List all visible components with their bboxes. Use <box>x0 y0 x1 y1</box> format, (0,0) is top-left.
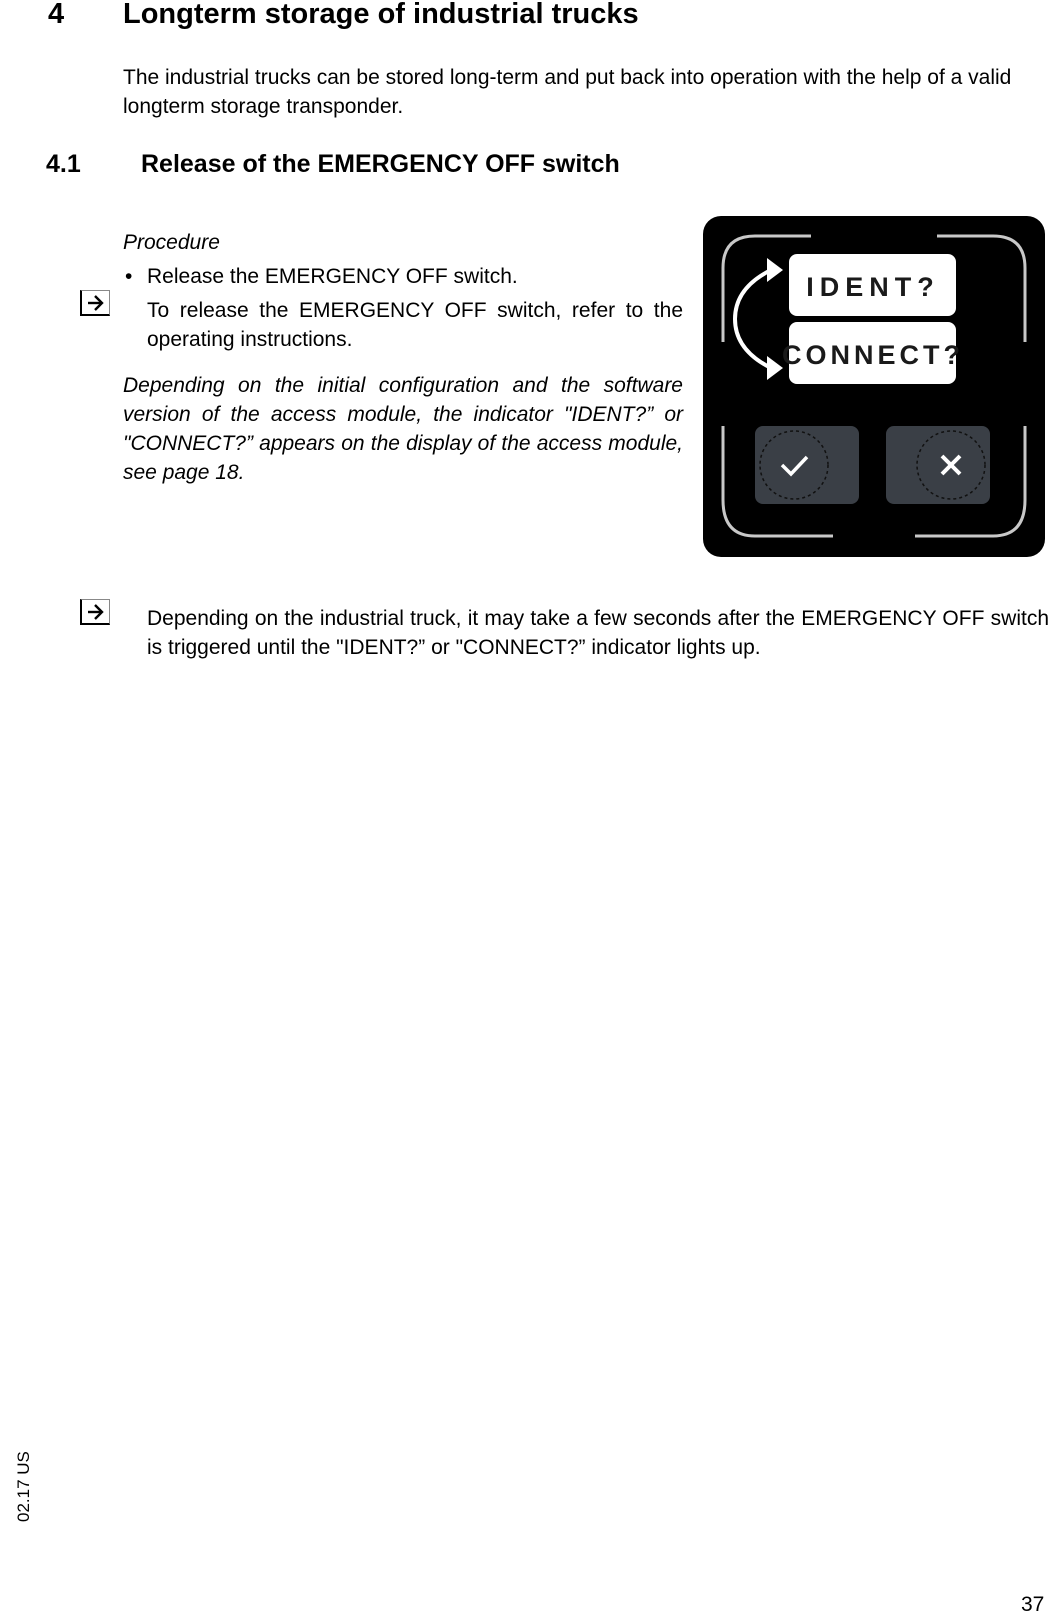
chapter-number: 4 <box>48 0 65 30</box>
connect-indicator-text: CONNECT? <box>782 340 964 370</box>
note-arrow-icon <box>80 599 110 625</box>
confirm-button <box>755 426 859 504</box>
ident-indicator-text: IDENT? <box>806 272 940 302</box>
chapter-title: Longterm storage of industrial trucks <box>123 0 639 30</box>
page-number: 37 <box>1021 1593 1045 1616</box>
section-number: 4.1 <box>46 150 81 178</box>
procedure-note: To release the EMERGENCY OFF switch, refer to the operating instructions. <box>147 299 683 351</box>
bullet-symbol: • <box>125 265 133 288</box>
procedure-step: Release the EMERGENCY OFF switch. <box>147 265 518 288</box>
intro-paragraph: The industrial trucks can be stored long-term and put back into operation with the help of a valid longterm storage transponder. <box>123 66 1012 118</box>
cancel-button <box>886 426 990 504</box>
access-module-display <box>703 216 1045 562</box>
edition-date: 02.17 US <box>14 1451 33 1522</box>
note-arrow-icon <box>80 290 110 316</box>
configuration-note: Depending on the initial configuration and the software version of the access module, the indicator "IDENT?” or "CONNECT?” appears on the display of the access module, see page 18. <box>123 374 683 484</box>
truck-delay-note: Depending on the industrial truck, it may take a few seconds after the EMERGENCY OFF switch is triggered until the "IDENT?” or "CONNECT?” indicator lights up. <box>147 607 1049 659</box>
section-title: Release of the EMERGENCY OFF switch <box>141 150 620 178</box>
procedure-label: Procedure <box>123 231 220 254</box>
